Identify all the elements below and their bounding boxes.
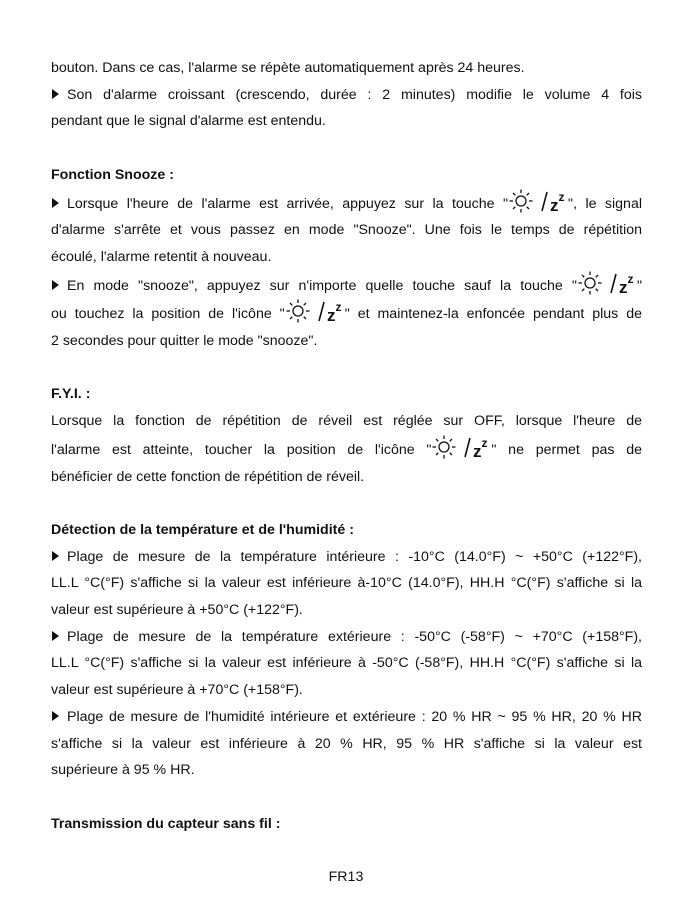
svg-text:z: z	[550, 195, 559, 213]
bullet-paragraph: Plage de mesure de la température extérieure : -50°C (-58°F) ~ +70°C (+158°F),	[51, 624, 642, 651]
svg-text:z: z	[481, 435, 488, 450]
page-number: FR13	[328, 869, 364, 885]
text-line: bénéficier de cette fonction de répétition de réveil.	[51, 468, 365, 485]
text-line: l'alarme est atteinte, toucher la position de l'icône " z z " ne permet pas de	[51, 435, 642, 459]
text-line: Lorsque la fonction de répétition de réveil est réglée sur OFF, lorsque l'heure de	[51, 413, 642, 430]
triangle-bullet-icon	[52, 280, 59, 290]
bullet-paragraph: Plage de mesure de l'humidité intérieure et extérieure : 20 % HR ~ 95 % HR, 20 % HR	[51, 704, 642, 731]
svg-text:z: z	[627, 271, 634, 286]
triangle-bullet-icon	[52, 89, 59, 99]
light-snooze-icon	[578, 271, 636, 295]
svg-text:z: z	[558, 189, 565, 204]
text-line: écoulé, l'alarme retentit à nouveau.	[51, 248, 272, 265]
text-line: pendant que le signal d'alarme est entendu.	[51, 113, 326, 130]
bullet-paragraph: Son d'alarme croissant (crescendo, durée : 2 minutes) modifie le volume 4 fois	[51, 82, 642, 109]
text-line: ou touchez la position de l'icône " z z " et maintenez-la enfoncée pendant plus de	[51, 300, 642, 324]
text-line: LL.L °C(°F) s'affiche si la valeur est inférieure à -50°C (-58°F), HH.H °C(°F) s'affiche si la	[51, 655, 642, 672]
document-page	[51, 55, 642, 837]
bullet-paragraph: Lorsque l'heure de l'alarme est arrivée, appuyez sur la touche " z z ", le signal	[51, 189, 642, 218]
text-line: supérieure à 95 % HR.	[51, 762, 195, 779]
text-line: d'alarme s'arrête et vous passez en mode "Snooze". Une fois le temps de répétition	[51, 222, 642, 239]
section-heading-transmission: Transmission du capteur sans fil :	[51, 815, 281, 832]
text-line: s'affiche si la valeur est inférieure à 20 % HR, 95 % HR s'affiche si la valeur est	[51, 735, 642, 752]
triangle-bullet-icon	[52, 711, 59, 721]
bullet-paragraph: Plage de mesure de la température intérieure : -10°C (14.0°F) ~ +50°C (+122°F),	[51, 544, 642, 571]
text-line: valeur est supérieure à +50°C (+122°F).	[51, 602, 303, 619]
text-line: 2 secondes pour quitter le mode "snooze".	[51, 333, 318, 350]
svg-text:z: z	[326, 306, 336, 324]
light-snooze-icon	[509, 189, 567, 213]
text-line: valeur est supérieure à +70°C (+158°F).	[51, 682, 303, 699]
light-snooze-icon	[432, 435, 490, 459]
text-line: bouton. Dans ce cas, l'alarme se répète automatiquement après 24 heures.	[51, 60, 525, 76]
triangle-bullet-icon	[52, 198, 59, 208]
svg-text:z: z	[473, 441, 482, 459]
section-heading-temperature: Détection de la température et de l'humidité :	[51, 521, 354, 538]
svg-text:z: z	[335, 300, 342, 315]
text-line: LL.L °C(°F) s'affiche si la valeur est inférieure à-10°C (14.0°F), HH.H °C(°F) s'affiche si la	[51, 575, 642, 592]
bullet-paragraph: En mode "snooze", appuyez sur n'importe quelle touche sauf la touche " z z "	[51, 271, 642, 300]
section-heading-snooze: Fonction Snooze :	[51, 166, 174, 183]
light-snooze-icon	[286, 299, 344, 323]
svg-text:z: z	[618, 277, 628, 295]
triangle-bullet-icon	[52, 631, 59, 641]
section-heading-fyi: F.Y.I. :	[51, 386, 91, 403]
triangle-bullet-icon	[52, 551, 59, 561]
